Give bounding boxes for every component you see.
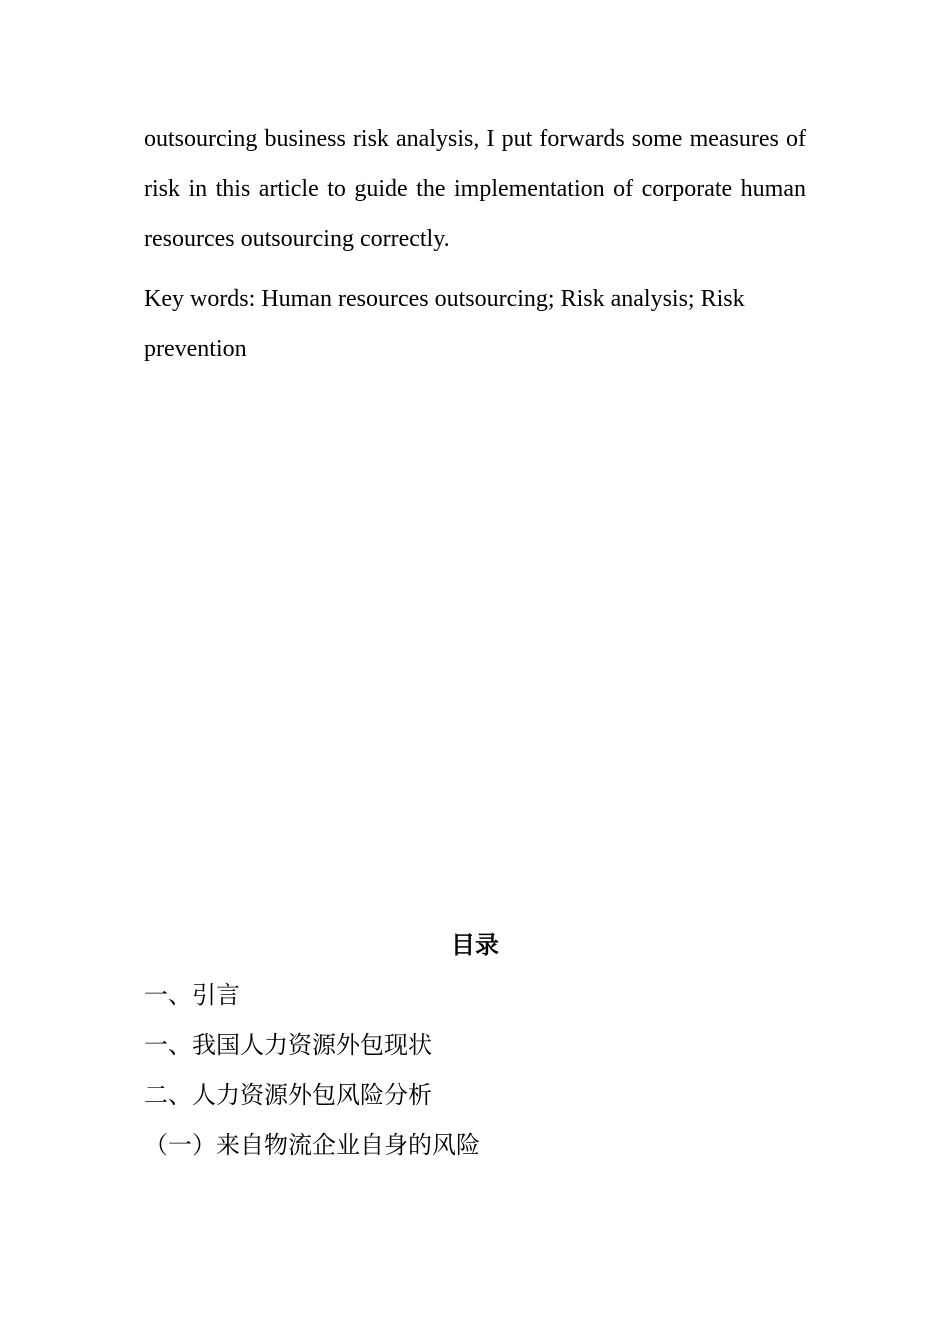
toc-item-internal-risk: （一）来自物流企业自身的风险	[144, 1133, 480, 1159]
toc-title: 目录	[451, 933, 499, 959]
toc-item-introduction: 一、引言	[144, 983, 240, 1009]
keywords-paragraph: Key words: Human resources outsourcing; Risk analysis; Risk prevention	[144, 286, 745, 362]
abstract-paragraph: outsourcing business risk analysis, I put forwards some measures of risk in this article to guide the implementation of corporate human resources outsourcing correctly.	[144, 126, 806, 252]
toc-item-risk-analysis: 二、人力资源外包风险分析	[144, 1083, 432, 1109]
toc-list	[144, 971, 806, 1171]
toc-item-status: 一、我国人力资源外包现状	[144, 1033, 432, 1059]
